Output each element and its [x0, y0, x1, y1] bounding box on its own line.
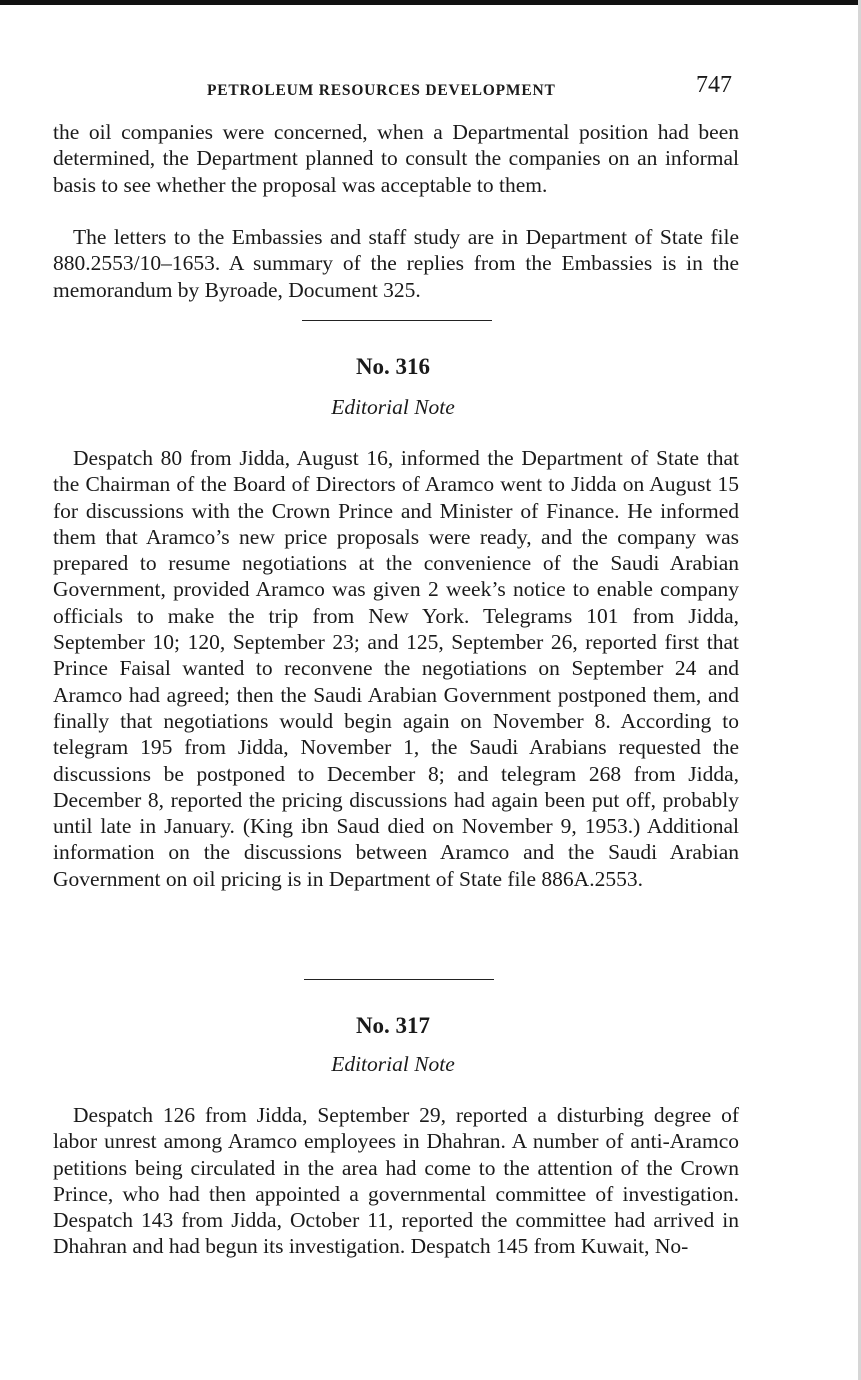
file-reference-paragraph: The letters to the Embassies and staff study are in Department of State file 880.2553/10–1653. A summary of the replies from the Embassies is in the memorandum by Byroade, Document 325.	[53, 225, 739, 302]
section-divider	[302, 320, 492, 321]
document-subtitle: Editorial Note	[331, 395, 455, 419]
document-body: Despatch 80 from Jidda, August 16, informed the Department of State that the Chairman of the Board of Directors of Aramco went to Jidda on August 15 for discussions with the Crown Prince and Minister of Finance. He informed them that Aramco’s new price proposals were ready, and the company was prepared to resume negotiations at the convenience of the Saudi Arabian Government, provided Aramco was given 2 week’s notice to enable company officials to make the trip from New York. Telegrams 101 from Jidda, September 10; 120, September 23; and 125, September 26, reported first that Prince Faisal wanted to reconvene the negotiations on September 24 and Aramco had agreed; then the Saudi Arabian Government postponed them, and finally that negotiations would begin again on November 8. According to telegram 195 from Jidda, November 1, the Saudi Arabians requested the discussions be postponed to December 8; and telegram 268 from Jidda, December 8, reported the pricing discussions had again been put off, probably until late in January. (King ibn Saud died on November 9, 1953.) Additional information on the discussions between Aramco and the Saudi Arabian Government on oil pricing is in Department of State file 886A.2553.	[53, 446, 739, 891]
page-number: 747	[696, 72, 732, 98]
document-number: No. 316	[355, 354, 431, 379]
top-scan-edge	[0, 0, 861, 5]
document-number: No. 317	[355, 1013, 431, 1038]
continuation-paragraph: the oil companies were concerned, when a Departmental position had been determined, the Department planned to consult the companies on an informal basis to see whether the proposal was acceptable to them.	[53, 120, 739, 197]
document-body: Despatch 126 from Jidda, September 29, reported a disturbing degree of labor unrest among Aramco employees in Dhahran. A number of anti-Aramco petitions being circulated in the area had come to the attention of the Crown Prince, who had then appointed a governmental committee of investigation. Despatch 143 from Jidda, October 11, reported the committee had arrived in Dhahran and had begun its investigation. Despatch 145 from Kuwait, No-	[53, 1103, 739, 1259]
document-subtitle: Editorial Note	[331, 1052, 455, 1076]
running-header-title: PETROLEUM RESOURCES DEVELOPMENT	[207, 82, 556, 99]
section-divider	[304, 979, 494, 980]
